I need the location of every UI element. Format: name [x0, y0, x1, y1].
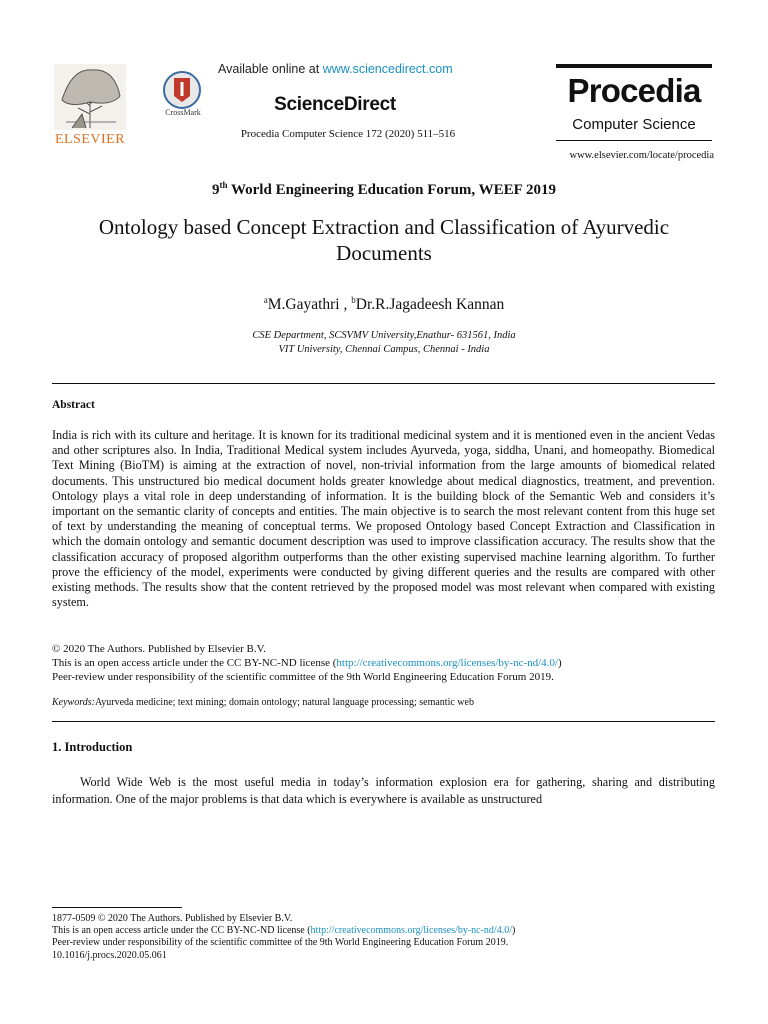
- license-prefix: This is an open access article under the CC BY-NC-ND license (: [52, 657, 337, 669]
- sciencedirect-link[interactable]: www.sciencedirect.com: [322, 62, 453, 76]
- author-1: M.Gayathri ,: [267, 296, 352, 314]
- forum-text: World Engineering Education Forum, WEEF 2019: [227, 182, 557, 198]
- elsevier-url-link[interactable]: www.elsevier.com/locate/procedia: [569, 150, 714, 161]
- forum-number: 9: [211, 182, 220, 198]
- procedia-wordmark: Procedia: [567, 72, 701, 109]
- license-link[interactable]: http://creativecommons.org/licenses/by-nc-nd/4.0/: [336, 657, 558, 669]
- footnote-rule: [52, 907, 182, 908]
- procedia-divider: [556, 140, 712, 141]
- footer-license-suffix: ): [511, 925, 516, 937]
- footer-line-2: [52, 925, 715, 937]
- abstract-heading: Abstract: [52, 399, 95, 411]
- elsevier-wordmark: ELSEVIER: [54, 132, 126, 147]
- paper-title-line-2: Documents: [336, 241, 432, 265]
- abstract-body: India is rich with its culture and heritage. It is known for its traditional medicinal system and it is mentioned even in the ancient Vedas and other scriptures also. In India, Traditional Medical system includes Ayurveda, yoga, siddha, Unani, and homeopathy. Biomedical Text Mining (BioTM) is aiming at the extraction of novel, non-trivial information from the large amounts of biomedical related documents. This unstructured bio medical document holds greater knowledge about medical diagnostics, treatment, and prevention. Ontology plays a vital role in deep understanding of information. It is the building block of the Semantic Web and considers it’s important on the semantic clarity of concepts and entities. The main objective is to search the most relevant content from this huge set of text by understanding the meaning of conceptual terms. We proposed Ontology based Concept Extraction and Classification in which the domain ontology and semantic document description was used to improve classification accuracy. The results show that the classification accuracy of proposed algorithm outperforms than the other existing supervised machine learning algorithm. To further prove the efficiency of the model, experiments were conducted by giving different queries and the results are compared with other existing methods. The results show that the content retrieved by the proposed model was most relevant when compared with existing system.: [52, 428, 715, 610]
- copyright-line-3: Peer-review under responsibility of the scientific committee of the 9th World Engineering Education Forum 2019.: [52, 671, 554, 683]
- footer-line-3: Peer-review under responsibility of the scientific committee of the 9th World Engineering Education Forum 2019.: [52, 937, 509, 949]
- paper-title: [40, 214, 728, 266]
- affiliation-1: CSE Department, SCSVMV University,Enathur- 631561, India: [252, 330, 516, 341]
- divider-top: [52, 383, 715, 384]
- available-prefix: Available online at: [218, 62, 323, 76]
- footer-block: [52, 913, 715, 962]
- copyright-line-2: [52, 656, 715, 670]
- available-online: [218, 62, 518, 76]
- sciencedirect-wordmark: ScienceDirect: [274, 94, 396, 115]
- crossmark-label: CrossMark: [165, 108, 201, 117]
- copyright-line-1: © 2020 The Authors. Published by Elsevier B.V.: [52, 643, 266, 655]
- keywords-list: Ayurveda medicine; text mining; domain ontology; natural language processing; semantic web: [94, 697, 474, 708]
- divider-bottom: [52, 721, 715, 722]
- procedia-subtitle: Computer Science: [572, 116, 696, 133]
- journal-reference: Procedia Computer Science 172 (2020) 511–516: [240, 128, 456, 140]
- introduction-body: World Wide Web is the most useful media in today’s information explosion era for gathering, sharing and distributing information. One of the major problems is that data which is everywhere is available as unstructured: [52, 775, 715, 806]
- authors: [0, 295, 768, 314]
- keywords: [52, 697, 715, 708]
- footer-license-link[interactable]: http://creativecommons.org/licenses/by-nc-nd/4.0/: [310, 925, 512, 937]
- author-1-affil-mark: a: [263, 295, 268, 305]
- affiliation-2: VIT University, Chennai Campus, Chennai - India: [278, 344, 490, 355]
- forum-number-suffix: th: [219, 180, 228, 190]
- footer-doi[interactable]: 10.1016/j.procs.2020.05.061: [52, 949, 167, 961]
- paper-title-line-1: Ontology based Concept Extraction and Classification of Ayurvedic: [98, 215, 670, 239]
- copyright-block: [52, 642, 715, 684]
- footer-license-prefix: This is an open access article under the CC BY-NC-ND license (: [52, 925, 311, 937]
- license-suffix: ): [558, 657, 562, 669]
- author-2: Dr.R.Jagadeesh Kannan: [355, 296, 505, 314]
- author-2-affil-mark: b: [351, 295, 356, 305]
- section-heading-introduction: 1. Introduction: [52, 740, 133, 754]
- footer-line-1: 1877-0509 © 2020 The Authors. Published by Elsevier B.V.: [52, 913, 293, 924]
- forum-title: [0, 180, 768, 199]
- keywords-label: Keywords:: [52, 697, 95, 708]
